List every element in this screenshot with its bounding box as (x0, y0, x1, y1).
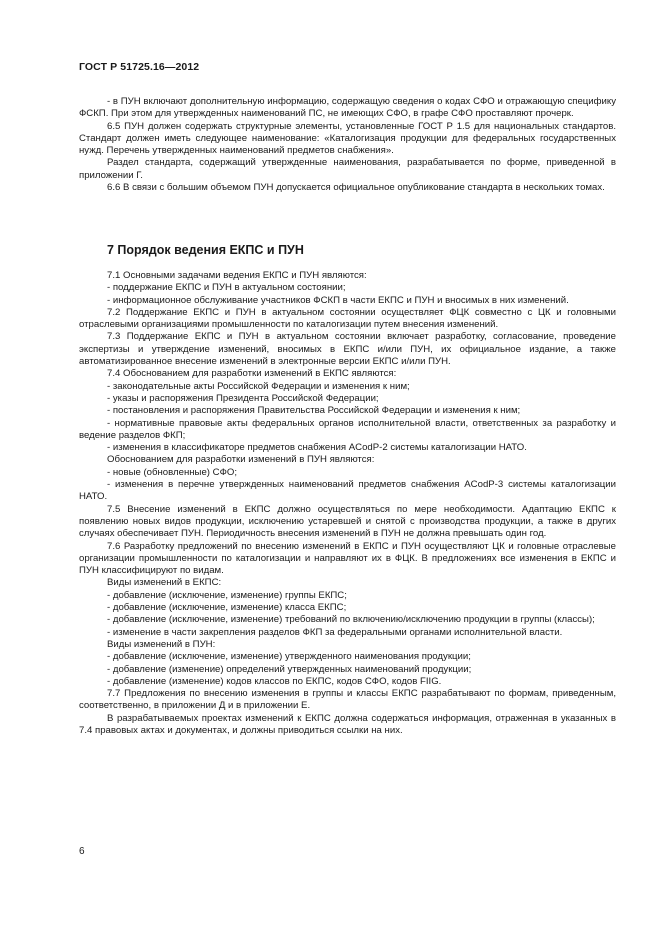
list-item: - добавление (исключение, изменение) группы ЕКПС; (107, 589, 347, 601)
document-header: ГОСТ Р 51725.16—2012 (79, 61, 200, 73)
list-item: - изменение в части закрепления разделов ФКП за федеральными органами исполнительной власти. (107, 626, 563, 638)
list-item: - добавление (исключение, изменение) класса ЕКПС; (107, 602, 347, 614)
intro-block (79, 96, 616, 194)
paragraph: 7.5 Внесение изменений в ЕКПС должно осуществляться по мере необходимости. Адаптацию ЕКПС к появлению новых видов продукции, исключению устаревшей и снятой с производства продукции, а также в других случаях обеспечивает ПУН. Периодичность внесения изменений в ПУН не должна превышать один год. (79, 503, 616, 540)
section-body (79, 270, 616, 737)
paragraph: 7.3 Поддержание ЕКПС и ПУН в актуальном состоянии включает разработку, согласование, проведение экспертизы и утверждение изменений, вносимых в ЕКПС и/или ПУН, их официальное издание, а также автоматизированное внесение изменений в электронные версии ЕКПС и/или ПУН. (79, 331, 616, 368)
paragraph: Раздел стандарта, содержащий утвержденные наименования, разрабатывается по форме, приведенной в приложении Г. (79, 157, 616, 181)
list-item: - изменения в перечне утвержденных наименований предметов снабжения ACodP-3 системы каталогизации НАТО. (79, 479, 616, 503)
list-item: - постановления и распоряжения Правительства Российской Федерации и изменения к ним; (107, 405, 521, 417)
list-item: - добавление (изменение) определений утвержденных наименований продукции; (107, 663, 472, 675)
list-item: - указы и распоряжения Президента Российской Федерации; (107, 392, 379, 404)
paragraph: 7.6 Разработку предложений по внесению изменений в ЕКПС и ПУН осуществляют ЦК и головные отраслевые организации промышленности по каталогизации и направляют их в ФЦК. В предложениях все изменения в ЕКПС и ПУН классифицируют по видам. (79, 540, 616, 577)
paragraph: Виды изменений в ПУН: (107, 638, 216, 650)
paragraph: Виды изменений в ЕКПС: (107, 577, 222, 589)
paragraph: 6.6 В связи с большим объемом ПУН допускается официальное опубликование стандарта в нескольких томах. (107, 182, 605, 194)
list-item: - новые (обновленные) СФО; (107, 466, 237, 478)
paragraph: 7.2 Поддержание ЕКПС и ПУН в актуальном состоянии осуществляет ФЦК совместно с ЦК и головными отраслевыми организациями промышленности по каталогизации путем внесения изменений. (79, 306, 616, 331)
list-item: - нормативные правовые акты федеральных органов исполнительной власти, ответственных за разработку и ведение разделов ФКП; (79, 417, 616, 441)
paragraph: 7.7 Предложения по внесению изменения в группы и классы ЕКПС разрабатывают по формам, приведенным, соответственно, в приложении Д и в приложении Е. (79, 688, 616, 712)
paragraph: 7.1 Основными задачами ведения ЕКПС и ПУН являются: (107, 270, 367, 281)
paragraph: 7.4 Обоснованием для разработки изменений в ЕКПС являются: (107, 368, 397, 380)
page-number: 6 (79, 846, 85, 857)
section-heading: 7 Порядок ведения ЕКПС и ПУН (107, 243, 304, 257)
list-item: - поддержание ЕКПС и ПУН в актуальном состоянии; (107, 282, 346, 294)
list-item: - добавление (изменение) кодов классов по ЕКПС, кодов СФО, кодов FIIG. (107, 675, 442, 687)
paragraph: Обоснованием для разработки изменений в ПУН являются: (107, 454, 375, 466)
list-item: - законодательные акты Российской Федерации и изменения к ним; (107, 380, 410, 392)
paragraph: В разрабатываемых проектах изменений к ЕКПС должна содержаться информация, отраженная в указанных в 7.4 правовых актах и документах, и должны приводиться ссылки на них. (79, 712, 616, 736)
list-item: - информационное обслуживание участников ФСКП в части ЕКПС и ПУН и вносимых в них изменений. (107, 294, 569, 306)
list-item: - добавление (исключение, изменение) требований по включению/исключению продукции в группы (классы); (107, 614, 595, 626)
paragraph: - в ПУН включают дополнительную информацию, содержащую сведения о кодах СФО и отражающую специфику ФСКП. При этом для утвержденных наименований ПС, не имеющих СФО, в графе СФО проставляют прочерк. (79, 96, 616, 120)
paragraph: 6.5 ПУН должен содержать структурные элементы, установленные ГОСТ Р 1.5 для национальных стандартов. Стандарт должен иметь следующее наименование: «Каталогизация продукции для федеральных государственных нужд. Перечень утвержденных наименований предметов снабжения». (79, 120, 616, 157)
list-item: - изменения в классификаторе предметов снабжения ACodP-2 системы каталогизации НАТО. (107, 442, 527, 454)
list-item: - добавление (исключение, изменение) утвержденного наименования продукции; (107, 651, 471, 663)
